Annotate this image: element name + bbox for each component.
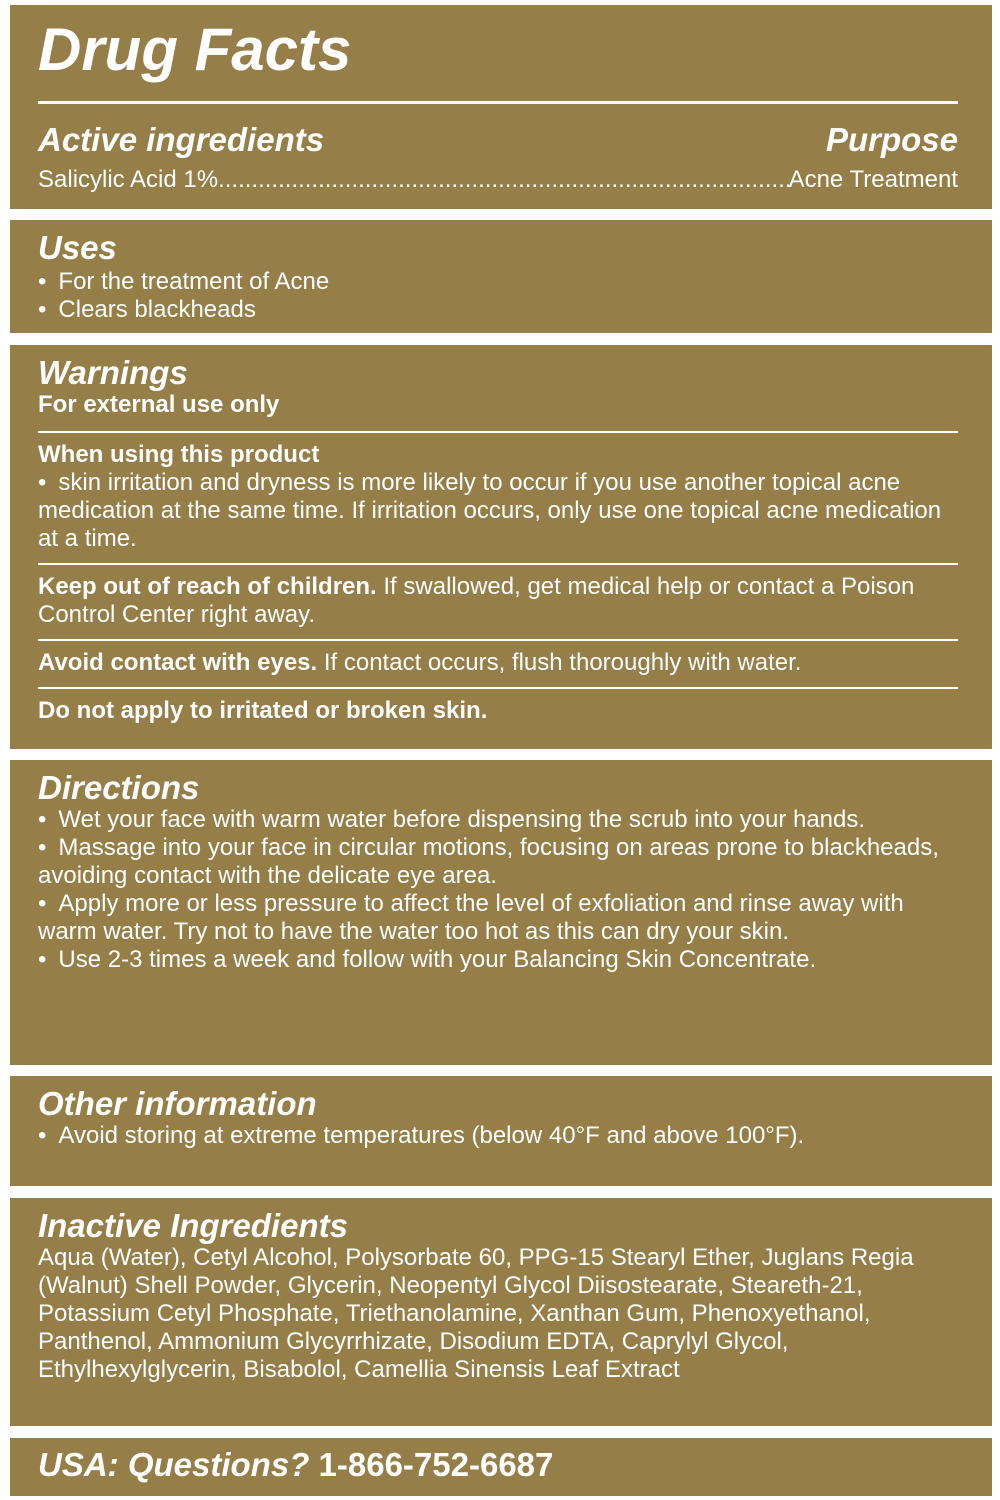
external-use-text: For external use only [38, 391, 280, 418]
when-using-header: When using this product [38, 441, 320, 468]
warnings-divider [38, 687, 958, 689]
directions-item: • Apply more or less pressure to affect the level of exfoliation and rinse away with warm water. Try not to have the water too hot as this can dry your skin. [38, 890, 904, 945]
uses-item: • Clears blackheads [38, 296, 256, 323]
ingredient-purpose: Acne Treatment [788, 166, 958, 193]
active-ingredients-panel [10, 5, 992, 209]
phone-number[interactable]: 1-866-752-6687 [318, 1446, 554, 1483]
inactive-ingredients-panel [10, 1198, 992, 1426]
uses-panel [10, 220, 992, 333]
leader-dots [218, 166, 789, 194]
warnings-divider [38, 639, 958, 641]
warnings-divider [38, 563, 958, 565]
active-ingredients-header: Active ingredients [38, 121, 325, 158]
do-not-apply-text: Do not apply to irritated or broken skin. [38, 697, 488, 724]
questions-line [38, 1447, 958, 1483]
keep-out-text: Keep out of reach of children. If swallowed, get medical help or contact a Poison Control Center right away. [38, 573, 915, 628]
uses-header: Uses [38, 229, 117, 266]
warnings-panel [10, 345, 992, 749]
directions-list [38, 806, 958, 974]
other-info-header: Other information [38, 1085, 317, 1122]
warnings-divider [38, 431, 958, 433]
inactive-ingredients-header: Inactive Ingredients [38, 1207, 348, 1244]
directions-item: • Wet your face with warm water before dispensing the scrub into your hands. [38, 806, 866, 833]
directions-header: Directions [38, 769, 200, 806]
active-ingredient-row [38, 166, 958, 194]
directions-item: • Use 2-3 times a week and follow with your Balancing Skin Concentrate. [38, 946, 817, 973]
avoid-eyes-text: Avoid contact with eyes. If contact occurs, flush thoroughly with water. [38, 649, 802, 676]
questions-panel [10, 1438, 992, 1496]
uses-item: • For the treatment of Acne [38, 268, 330, 295]
warnings-header: Warnings [38, 354, 188, 391]
title-divider [38, 101, 958, 104]
drug-facts-title: Drug Facts [38, 16, 352, 83]
purpose-header: Purpose [825, 121, 958, 158]
inactive-ingredients-text: Aqua (Water), Cetyl Alcohol, Polysorbate 60, PPG-15 Stearyl Ether, Juglans Regia (Walnut) Shell Powder, Glycerin, Neopentyl Glycol Diisostearate, Steareth-21, Potassium Cetyl Phosphate, Triethanolamine, Xanthan Gum, Phenoxyethanol, Panthenol, Ammonium Glycyrrhizate, Disodium EDTA, Caprylyl Glycol, Ethylhexylglycerin, Bisabolol, Camellia Sinensis Leaf Extract [38, 1244, 914, 1383]
directions-item: • Massage into your face in circular motions, focusing on areas prone to blackheads, avoiding contact with the delicate eye area. [38, 834, 939, 889]
other-info-panel [10, 1076, 992, 1186]
questions-label: USA: Questions? [38, 1446, 310, 1483]
when-using-text: • skin irritation and dryness is more likely to occur if you use another topical acne medication at the same time. If irritation occurs, only use one topical acne medication at a time. [38, 469, 942, 552]
active-header-row [38, 122, 958, 158]
ingredient-name: Salicylic Acid 1% [38, 166, 219, 193]
other-info-item: • Avoid storing at extreme temperatures (below 40°F and above 100°F). [38, 1122, 805, 1149]
uses-list [38, 268, 958, 324]
other-info-list [38, 1122, 958, 1150]
directions-panel [10, 760, 992, 1065]
